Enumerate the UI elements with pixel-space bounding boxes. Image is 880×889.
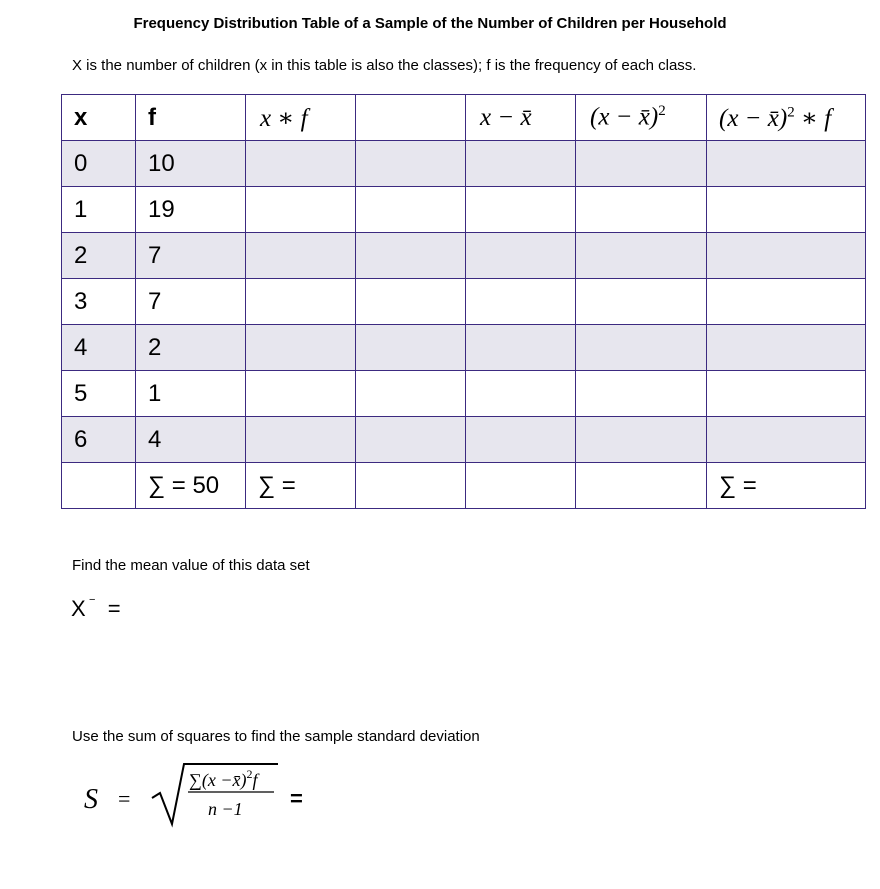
table-header-row bbox=[62, 95, 866, 141]
cell-deviation-squared[interactable] bbox=[576, 417, 707, 463]
dev-sq-f-base: (x − x̄) bbox=[719, 104, 788, 132]
cell-deviation[interactable] bbox=[466, 417, 576, 463]
table-row bbox=[62, 187, 866, 233]
standard-deviation-prompt: Use the sum of squares to find the sample standard deviation bbox=[72, 728, 480, 745]
cell-deviation-squared-f[interactable] bbox=[707, 279, 866, 325]
frequency-table bbox=[61, 94, 866, 509]
header-x-times-f: x ∗ f bbox=[246, 95, 356, 141]
cell-deviation[interactable] bbox=[466, 325, 576, 371]
cell-deviation-squared[interactable] bbox=[576, 187, 707, 233]
cell-deviation[interactable] bbox=[466, 371, 576, 417]
cell-deviation-squared-f[interactable] bbox=[707, 371, 866, 417]
cell-xf[interactable] bbox=[246, 233, 356, 279]
cell-xf[interactable] bbox=[246, 371, 356, 417]
cell-deviation-squared[interactable] bbox=[576, 325, 707, 371]
sd-answer-equals: = bbox=[290, 786, 303, 811]
cell-blank[interactable] bbox=[356, 325, 466, 371]
cell-blank[interactable] bbox=[356, 371, 466, 417]
table-description: X is the number of children (x in this table is also the classes); f is the frequency of each class. bbox=[72, 57, 697, 74]
cell-deviation-squared[interactable] bbox=[576, 233, 707, 279]
cell-blank[interactable] bbox=[356, 417, 466, 463]
cell-deviation-total[interactable] bbox=[466, 463, 576, 509]
cell-deviation-squared-f[interactable] bbox=[707, 233, 866, 279]
table-row bbox=[62, 279, 866, 325]
cell-blank[interactable] bbox=[356, 141, 466, 187]
header-deviation-squared-times-f bbox=[707, 95, 866, 141]
formula-numerator: ∑(x −x̄)$^2$f bbox=[189, 767, 258, 790]
cell-x-total bbox=[62, 463, 136, 509]
dev-sq-f-exponent: 2 bbox=[787, 104, 795, 121]
cell-f: 7 bbox=[136, 279, 246, 325]
cell-f: 2 bbox=[136, 325, 246, 371]
table-row bbox=[62, 233, 866, 279]
cell-deviation-squared-f[interactable] bbox=[707, 325, 866, 371]
cell-deviation-squared[interactable] bbox=[576, 371, 707, 417]
header-x: x bbox=[62, 95, 136, 141]
cell-f: 10 bbox=[136, 141, 246, 187]
cell-x: 3 bbox=[62, 279, 136, 325]
header-blank bbox=[356, 95, 466, 141]
cell-deviation[interactable] bbox=[466, 187, 576, 233]
cell-deviation-squared-total[interactable] bbox=[576, 463, 707, 509]
cell-deviation-squared[interactable] bbox=[576, 141, 707, 187]
cell-deviation-squared[interactable] bbox=[576, 279, 707, 325]
dev-sq-base: (x − x̄) bbox=[590, 103, 659, 131]
mean-equals: = bbox=[107, 596, 121, 621]
cell-x: 2 bbox=[62, 233, 136, 279]
cell-xf[interactable] bbox=[246, 141, 356, 187]
mean-expression bbox=[71, 596, 121, 622]
cell-xf-sum[interactable]: ∑ = bbox=[246, 463, 356, 509]
cell-x: 0 bbox=[62, 141, 136, 187]
table-row bbox=[62, 417, 866, 463]
cell-deviation[interactable] bbox=[466, 233, 576, 279]
cell-xf[interactable] bbox=[246, 187, 356, 233]
cell-blank[interactable] bbox=[356, 279, 466, 325]
cell-deviation-squared-f[interactable] bbox=[707, 141, 866, 187]
cell-x: 6 bbox=[62, 417, 136, 463]
page-title: Frequency Distribution Table of a Sample of the Number of Children per Household bbox=[133, 15, 727, 32]
table-row bbox=[62, 141, 866, 187]
cell-xf[interactable] bbox=[246, 417, 356, 463]
dev-sq-exponent: 2 bbox=[658, 103, 666, 120]
cell-f: 1 bbox=[136, 371, 246, 417]
cell-deviation-squared-f[interactable] bbox=[707, 187, 866, 233]
cell-x: 1 bbox=[62, 187, 136, 233]
header-deviation-squared bbox=[576, 95, 707, 141]
cell-f: 19 bbox=[136, 187, 246, 233]
cell-blank[interactable] bbox=[356, 233, 466, 279]
cell-deviation-squared-f-sum[interactable]: ∑ = bbox=[707, 463, 866, 509]
mean-bar: − bbox=[89, 594, 96, 606]
cell-x: 4 bbox=[62, 325, 136, 371]
mean-prompt: Find the mean value of this data set bbox=[72, 557, 310, 574]
cell-blank[interactable] bbox=[356, 187, 466, 233]
cell-f-sum: ∑ = 50 bbox=[136, 463, 246, 509]
cell-deviation[interactable] bbox=[466, 279, 576, 325]
cell-deviation-squared-f[interactable] bbox=[707, 417, 866, 463]
table-row bbox=[62, 325, 866, 371]
standard-deviation-formula bbox=[82, 760, 322, 830]
header-deviation: x − x̄ bbox=[466, 95, 576, 141]
formula-lhs: S bbox=[84, 784, 98, 815]
totals-row bbox=[62, 463, 866, 509]
cell-deviation[interactable] bbox=[466, 141, 576, 187]
cell-x: 5 bbox=[62, 371, 136, 417]
cell-xf[interactable] bbox=[246, 325, 356, 371]
formula-denominator: n −1 bbox=[208, 799, 243, 819]
cell-xf[interactable] bbox=[246, 279, 356, 325]
formula-equals: = bbox=[118, 786, 131, 811]
cell-blank-total[interactable] bbox=[356, 463, 466, 509]
mean-symbol: X bbox=[71, 596, 86, 621]
table-row bbox=[62, 371, 866, 417]
cell-f: 4 bbox=[136, 417, 246, 463]
header-f: f bbox=[136, 95, 246, 141]
dev-sq-f-tail: ∗ f bbox=[794, 104, 832, 132]
cell-f: 7 bbox=[136, 233, 246, 279]
